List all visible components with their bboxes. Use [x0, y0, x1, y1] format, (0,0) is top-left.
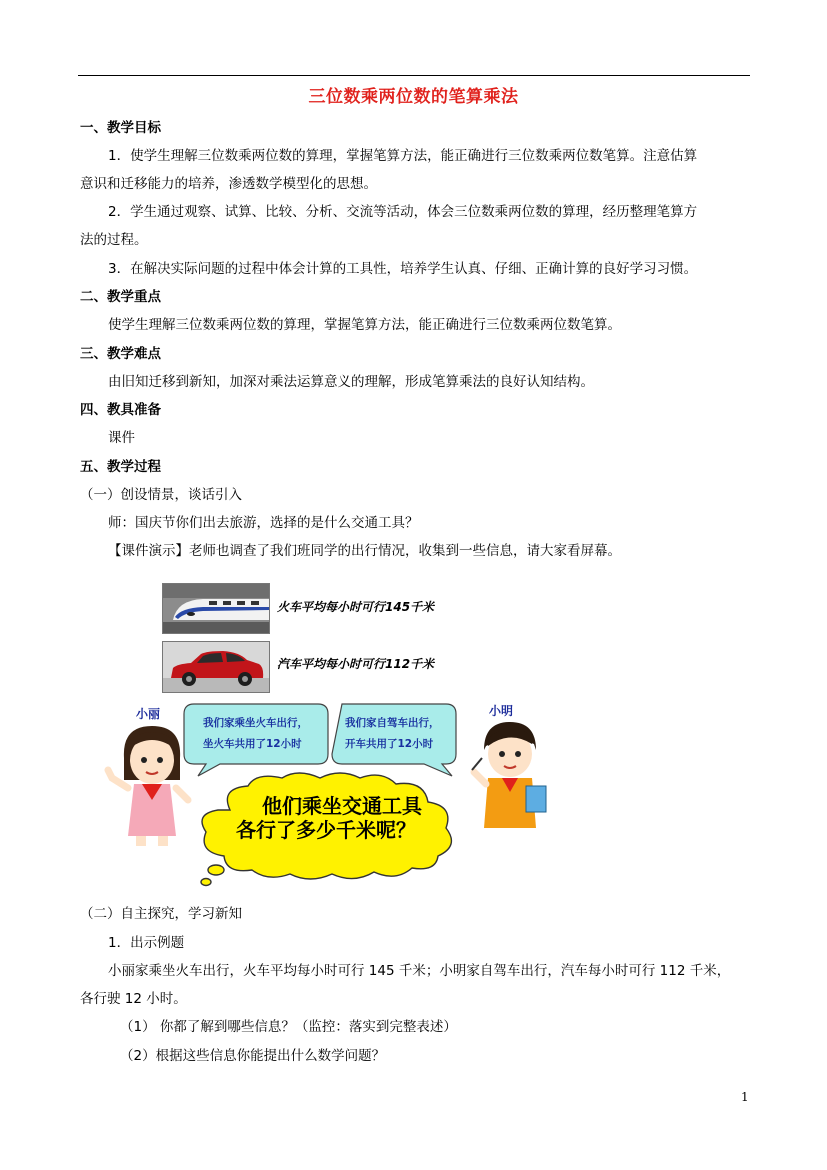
- page-number: 1: [741, 1090, 749, 1104]
- header-rule: [78, 75, 750, 76]
- car-icon: [163, 642, 269, 692]
- courseware-demo: 【课件演示】老师也调查了我们班同学的出行情况，收集到一些信息，请大家看屏幕。: [108, 543, 621, 559]
- materials-text: 课件: [108, 430, 135, 446]
- page-title: 三位数乘两位数的笔算乘法: [308, 87, 519, 107]
- goal-1-line-2: 意识和迁移能力的培养，渗透数学模型化的思想。: [80, 176, 377, 192]
- section-heading-process: 五、教学过程: [80, 459, 161, 475]
- boy-icon: [464, 716, 554, 838]
- process-sub-1: （一）创设情景，谈话引入: [80, 487, 242, 503]
- car-photo: [162, 641, 270, 693]
- bubble-left-line-2: 坐火车共用了12小时: [203, 738, 302, 750]
- goal-3: 3．在解决实际问题的过程中体会计算的工具性，培养学生认真、仔细、正确计算的良好学习习惯。: [108, 261, 698, 277]
- bubble-right-line-1: 我们家自驾车出行，: [345, 717, 440, 729]
- train-icon: [163, 584, 269, 633]
- goal-1-line-1: 1．使学生理解三位数乘两位数的算理，掌握笔算方法，能正确进行三位数乘两位数笔算。注意估算: [108, 148, 698, 164]
- cloud-line-2: 各行了多少千米呢？: [236, 818, 416, 842]
- question-2: （2）根据这些信息你能提出什么数学问题？: [120, 1048, 386, 1064]
- section-heading-materials: 四、教具准备: [80, 402, 161, 418]
- key-points-text: 使学生理解三位数乘两位数的算理，掌握笔算方法，能正确进行三位数乘两位数笔算。: [108, 317, 621, 333]
- goal-2-line-1: 2．学生通过观察、试算、比较、分析、交流等活动，体会三位数乘两位数的算理，经历整理笔算方: [108, 204, 698, 220]
- section-heading-goals: 一、教学目标: [80, 120, 161, 136]
- section-heading-difficulties: 三、教学难点: [80, 346, 161, 362]
- item-1: 1．出示例题: [108, 935, 185, 951]
- bubble-right-line-2: 开车共用了12小时: [345, 738, 434, 750]
- girl-name: 小丽: [136, 707, 161, 721]
- question-1: （1） 你都了解到哪些信息？（监控：落实到完整表述）: [120, 1019, 457, 1035]
- teacher-question: 师：国庆节你们出去旅游，选择的是什么交通工具？: [108, 515, 419, 531]
- train-caption: 火车平均每小时可行145千米: [277, 600, 435, 614]
- car-caption: 汽车平均每小时可行112千米: [277, 657, 435, 671]
- train-photo: [162, 583, 270, 634]
- example-line-1: 小丽家乘坐火车出行，火车平均每小时可行 145 千米；小明家自驾车出行，汽车每小时可行 112 千米，: [108, 963, 731, 979]
- bubble-left-line-1: 我们家乘坐火车出行，: [203, 717, 308, 729]
- goal-2-line-2: 法的过程。: [80, 232, 148, 248]
- example-line-2: 各行驶 12 小时。: [80, 991, 187, 1007]
- cloud-line-1: 他们乘坐交通工具: [262, 794, 422, 818]
- boy-name: 小明: [489, 704, 514, 718]
- difficulties-text: 由旧知迁移到新知，加深对乘法运算意义的理解，形成笔算乘法的良好认知结构。: [108, 374, 594, 390]
- section-heading-key-points: 二、教学重点: [80, 289, 161, 305]
- process-sub-2: （二）自主探究，学习新知: [80, 906, 242, 922]
